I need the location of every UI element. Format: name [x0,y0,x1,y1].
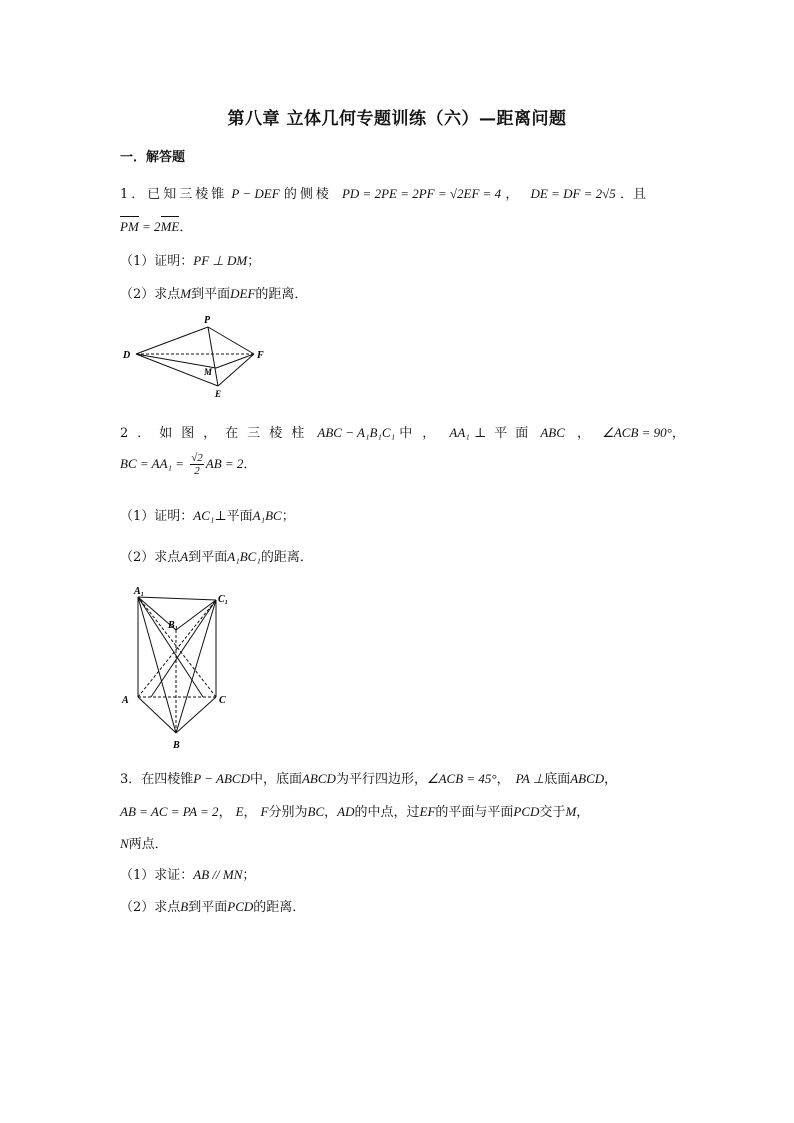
q2-angle: ∠ACB = 90° [602,425,672,440]
q2-aa1: AA₁ [449,425,470,440]
q3-sep3: ， [218,805,232,820]
label-e: E [215,389,222,399]
q1-de-df: DE = DF = 2√5 [530,186,616,201]
q3-part1-expr: AB // MN [193,867,243,882]
q1-part2-mid: 到平面 [191,287,231,302]
q3-pa-perp: PA ⊥ [515,771,545,786]
q3-part2 [120,896,305,915]
q2-mid: 中， [399,426,446,441]
q2-part2-mid: 到平面 [188,550,228,565]
edge-pe [208,327,218,386]
q3-pyramid: P − ABCD [193,771,250,786]
q3-text-e: 为平行四边形， [335,772,427,787]
label-b: B [173,740,180,751]
q2-part1-perp: ⊥平面 [214,509,253,524]
q2-fraction [190,452,204,477]
q1-vector-pm: PM [120,219,139,234]
edge-ef [218,354,254,386]
hidden-diag-ca1 [138,597,216,697]
q2-perp: ⊥平面 [473,426,537,441]
q1-part2-plane: DEF [230,286,256,301]
q3-line3 [120,833,168,852]
q1-part1 [120,250,260,269]
q1-line1: 1．已知三棱锥 P − DEF 的侧棱 PD = 2PE = 2PF = √2EF = 4 ， DE = DF = 2√5 ．且 [120,186,646,202]
q3-text-l: 的平面与平面 [435,805,514,820]
q3-point-e: E [235,804,244,819]
q3-angle: ∠ACB = 45° [426,771,497,786]
q3-sep6: ， [576,805,590,820]
q3-ad: AD [337,804,355,819]
q1-part2-point: M [180,286,192,301]
q2-fraction-den: 2 [194,465,200,477]
label-p: P [204,315,211,326]
q1-part1-expr: PF ⊥ DM [193,253,248,268]
q1-part2-label: （2）求点 [120,287,181,302]
label-c: C [219,695,226,706]
q3-point-f: F [260,804,269,819]
segment-a1b [138,597,179,733]
q3-base2: ABCD [570,771,605,786]
q3-text-n: 交于 [539,805,566,820]
q2-line1: 2．如图，在三棱柱 ABC − A₁B₁C₁ 中， AA₁ ⊥平面 ABC ， ∠ACB = 90°， [120,425,685,441]
q2-intro: 2．如图，在三棱柱 [120,426,314,441]
q3-text-j: 的中点，过 [354,805,420,820]
q3-text-i: 底面 [544,772,571,787]
q3-part1-label: （1）求证： [120,868,194,883]
q2-ab: AB = 2 [205,456,244,471]
q2-line2: BC = AA₁ = $\frac{√2}{2}$ AB = 2． [120,452,257,477]
label-f: F [257,350,264,361]
q3-point-n: N [120,836,129,851]
edge-ab [138,697,176,733]
label-c1: C₁ [218,594,229,605]
q3-part2-plane: PCD [227,899,254,914]
q3-sep1: ， [496,772,510,787]
segment-mf [216,354,254,368]
q2-abc: ABC [540,425,565,440]
segment-c1b [176,600,216,733]
edge-bc [176,697,216,733]
q3-line1 [120,768,617,787]
page-title: 第八章 立体几何专题训练（六）—距离问题 [227,109,567,129]
q2-part2-plane: A₁BC₁ [227,549,261,564]
label-b1: B₁ [168,620,179,631]
edge-pf [208,327,254,354]
q2-part1-label: （1）证明： [120,509,194,524]
edge-a1c1 [138,597,216,600]
label-m: M [204,367,213,377]
q3-text-a: 3．在四棱锥 [120,772,194,787]
q1-mid: 的侧棱 [283,187,332,202]
q3-line2 [120,801,589,820]
q1-vector-eq: = 2 [138,219,161,234]
q2-prism: ABC − A₁B₁C₁ [317,425,396,440]
q3-part1 [120,864,255,883]
q1-vector-me: ME [160,219,180,234]
q1-part1-end: ； [247,254,261,269]
q3-sep4: ， [243,805,257,820]
q3-part2-point: B [180,899,189,914]
q2-part2 [120,546,313,565]
q3-text-f: 分别为 [268,805,308,820]
q2-part1-ac1: AC₁ [193,508,215,523]
q3-pcd: PCD [513,804,540,819]
segment-dm [136,354,216,368]
q1-line2: PM = 2ME． [120,219,193,235]
q3-point-m: M [565,804,577,819]
q2-part1-plane: A₁BC [252,508,282,523]
q2-part2-label: （2）求点 [120,550,181,565]
q3-sep2: ， [604,772,618,787]
q2-bc-aa1: BC = AA₁ = [120,456,185,471]
q2-part1-end: ； [281,509,295,524]
label-a: A [122,695,129,706]
q3-lengths: AB = AC = PA = 2 [120,804,219,819]
q3-text-c: 中，底面 [249,772,302,787]
q2-part2-end: 的距离． [260,550,313,565]
edge-dp [136,327,208,354]
q3-part2-end: 的距离． [253,900,306,915]
segment-c1-mid [151,600,216,697]
q3-part1-end: ； [242,868,256,883]
figure-tetrahedron [118,312,278,402]
q3-part2-label: （2）求点 [120,900,181,915]
q1-end: ．且 [619,187,646,202]
section-title: 一．解答题 [120,150,186,165]
q3-sep5: ， [324,805,338,820]
q2-part2-point: A [180,549,189,564]
q3-base: ABCD [301,771,336,786]
q3-ef: EF [419,804,436,819]
q1-intro: 1．已知三棱锥 [120,187,228,202]
label-a1: A₁ [134,586,145,597]
q1-part2 [120,283,307,302]
q3-text-end: 两点． [128,837,168,852]
q2-fraction-num: √2 [191,452,203,464]
q1-part2-end: 的距离． [255,287,308,302]
q1-edges: PD = 2PE = 2PF = √2EF = 4 [341,186,502,201]
segment-a1-mid [138,597,203,697]
q3-bc: BC [307,804,325,819]
q1-pyramid: P − DEF [231,186,280,201]
figure-prism [118,580,248,755]
q2-part1 [120,505,295,524]
q1-part1-label: （1）证明： [120,254,194,269]
q3-part2-mid: 到平面 [188,900,228,915]
label-d: D [123,350,131,361]
